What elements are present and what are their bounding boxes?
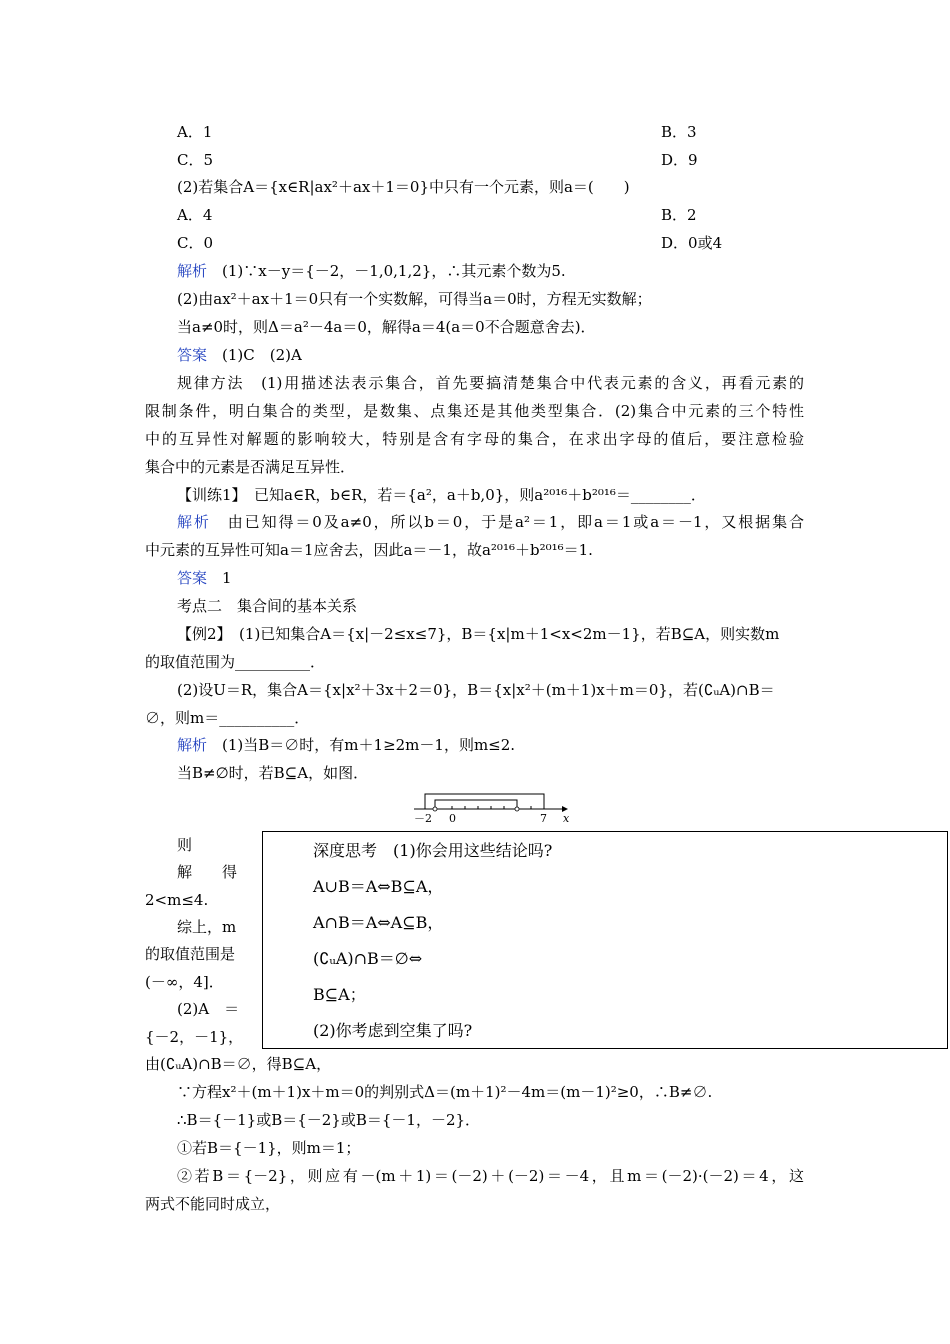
- box-conclusion-2: A∩B＝A⇔A⊆B，: [313, 913, 444, 932]
- example-2-line-3: (2)设U＝R，集合A＝{x|x²＋3x＋2＝0}，B＝{x|x²＋(m＋1)x＋m＝0}，若(∁ᵤA)∩B＝: [177, 681, 775, 699]
- rule-line-4: 集合中的元素是否满足互异性．: [145, 458, 356, 476]
- after-line-3: ∴B＝{－1}或B＝{－2}或B＝{－1，－2}．: [177, 1111, 481, 1129]
- narrow-col-line-2: 解 得: [177, 863, 238, 881]
- tick-label: 7: [540, 812, 547, 824]
- rule-line-3: 中的互异性对解题的影响较大，特别是含有字母的集合，在求出字母的值后，要注意检验: [145, 430, 804, 448]
- answer-label: 答案: [177, 569, 208, 587]
- solution-1-line-2: (2)由ax²＋ax＋1＝0只有一个实数解，可得当a＝0时，方程无实数解；: [177, 290, 652, 308]
- q2-option-c: C．0: [177, 234, 214, 252]
- example-2-line-4: ∅，则m＝__________．: [145, 709, 310, 727]
- narrow-col-line-7: (2)A ＝: [177, 1000, 240, 1018]
- answer-label: 答案: [177, 346, 208, 364]
- open-endpoint: [433, 807, 437, 811]
- narrow-col-line-5: 的取值范围是: [145, 945, 236, 963]
- solution-1: [177, 261, 566, 281]
- solution-2: [177, 512, 804, 532]
- example-2-line-1: 【例2】 (1)已知集合A＝{x|－2≤x≤7}，B＝{x|m＋1<x<2m－1}，若B⊆A，则实数m: [177, 625, 780, 643]
- box-question-1: (1)你会用这些结论吗?: [393, 841, 553, 860]
- deep-thinking-box: [262, 831, 948, 1049]
- q1-option-d: D．9: [661, 151, 698, 169]
- q2-stem: (2)若集合A＝{x∈R|ax²＋ax＋1＝0}中只有一个元素，则a＝( ): [177, 178, 630, 196]
- answer-1: [177, 345, 302, 365]
- set-a-bracket: [425, 794, 544, 809]
- section-heading: 考点二 集合间的基本关系: [177, 597, 358, 615]
- tick-label: 0: [449, 812, 456, 824]
- solution-label: 解析: [177, 262, 208, 280]
- box-conclusion-1: A∪B＝A⇔B⊆A，: [313, 877, 444, 896]
- q1-option-a: A．1: [177, 123, 213, 141]
- solution-text: (1)∵x－y＝{－2，－1,0,1,2}，∴其元素个数为5.: [222, 262, 566, 280]
- set-b-bracket: [435, 800, 517, 809]
- after-line-4: ①若B＝{－1}，则m＝1；: [177, 1139, 361, 1157]
- tick-label: －2: [414, 812, 432, 824]
- answer-text: 1: [222, 569, 232, 587]
- box-heading: [313, 840, 552, 862]
- solution-3: [177, 735, 515, 755]
- number-line-figure: [410, 790, 580, 824]
- narrow-col-line-4: 综上，m: [177, 918, 237, 936]
- solution-text: 由已知得＝0及a≠0，所以b＝0，于是a²＝1，即a＝1或a＝－1，又根据集合: [227, 513, 804, 531]
- solution-label: 解析: [177, 736, 208, 754]
- after-line-5: ②若B＝{－2}，则应有－(m＋1)＝(－2)＋(－2)＝－4，且m＝(－2)·(－2)＝4，这: [177, 1167, 804, 1185]
- narrow-col-line-3: 2<m≤4.: [145, 891, 209, 909]
- open-endpoint: [515, 807, 519, 811]
- rule-line-1: 规律方法 (1)用描述法表示集合，首先要搞清楚集合中代表元素的含义，再看元素的: [177, 374, 804, 392]
- answer-text: (1)C (2)A: [222, 346, 302, 364]
- q2-option-a: A．4: [177, 206, 213, 224]
- after-line-1: 由(∁ᵤA)∩B＝∅，得B⊆A，: [145, 1055, 332, 1073]
- box-conclusion-3-cont: B⊆A；: [313, 985, 366, 1004]
- q2-option-d: D．0或4: [661, 234, 723, 252]
- solution-2-line-2: 中元素的互异性可知a＝1应舍去，因此a＝－1，故a²⁰¹⁶＋b²⁰¹⁶＝1.: [145, 541, 593, 559]
- narrow-col-line-8: {－2，－1}，: [145, 1028, 244, 1046]
- example-2-line-2: 的取值范围为__________．: [145, 653, 326, 671]
- answer-2: [177, 568, 232, 588]
- narrow-col-line-6: (－∞，4]．: [145, 973, 224, 991]
- solution-3-line-2: 当B≠∅时，若B⊆A，如图．: [177, 764, 369, 782]
- rule-line-2: 限制条件，明白集合的类型，是数集、点集还是其他类型集合．(2)集合中元素的三个特性: [145, 402, 804, 420]
- narrow-col-line-1: 则: [177, 836, 193, 854]
- after-line-2: ∵方程x²＋(m＋1)x＋m＝0的判别式Δ＝(m＋1)²－4m＝(m－1)²≥0，∴B≠∅.: [177, 1083, 713, 1101]
- axis-label: x: [563, 812, 570, 824]
- after-line-6: 两式不能同时成立，: [145, 1195, 281, 1213]
- box-conclusion-3: (∁ᵤA)∩B＝∅⇔: [313, 949, 423, 968]
- q1-option-b: B．3: [661, 123, 697, 141]
- q2-option-b: B．2: [661, 206, 697, 224]
- training-1: 【训练1】 已知a∈R，b∈R，若＝{a²，a＋b,0}，则a²⁰¹⁶＋b²⁰¹⁶＝________．: [177, 486, 706, 504]
- solution-text: (1)当B＝∅时，有m＋1≥2m－1，则m≤2.: [222, 736, 516, 754]
- solution-label: 解析: [177, 513, 211, 531]
- q1-option-c: C．5: [177, 151, 214, 169]
- box-title: 深度思考: [313, 841, 378, 860]
- box-question-2: (2)你考虑到空集了吗?: [313, 1021, 473, 1040]
- solution-1-line-3: 当a≠0时，则Δ＝a²－4a＝0，解得a＝4(a＝0不合题意舍去)．: [177, 318, 596, 336]
